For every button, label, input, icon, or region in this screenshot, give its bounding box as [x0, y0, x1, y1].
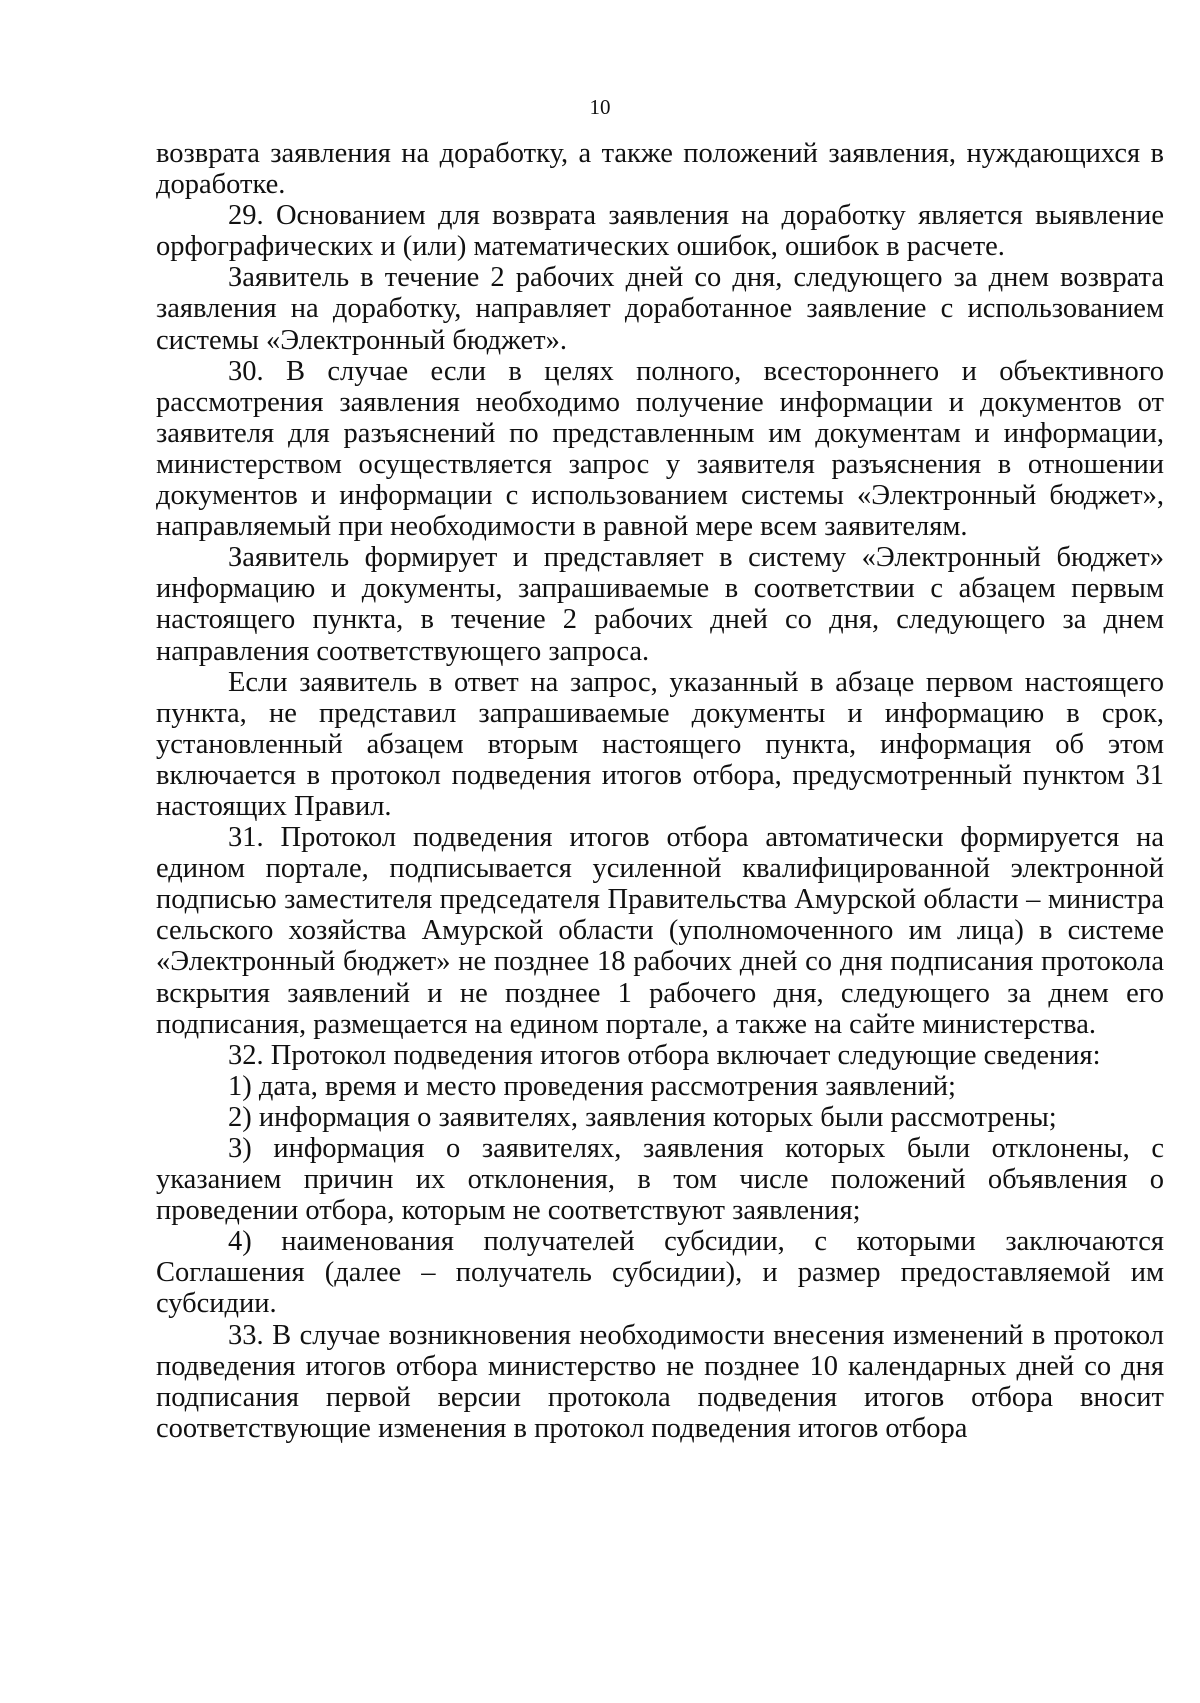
paragraph-30-no-response: Если заявитель в ответ на запрос, указанный в абзаце первом настоящего пункта, не представил запрашиваемые документы и информацию в срок, установленный абзацем вторым настоящего пункта, информация об этом включается в протокол подведения итогов отбора, предусмотренный пунктом 31 настоящих Правил. [156, 666, 1164, 822]
list-item-3: 3) информация о заявителях, заявления которых были отклонены, с указанием причин их отклонения, в том числе положений объявления о проведении отбора, которым не соответствуют заявления; [156, 1133, 1164, 1227]
paragraph-continuation: возврата заявления на доработку, а также положений заявления, нуждающихся в доработке. [156, 138, 1164, 201]
paragraph-29: 29. Основанием для возврата заявления на доработку является выявление орфографических и (или) математических ошибок, ошибок в расчете. [156, 200, 1164, 263]
list-item-2: 2) информация о заявителях, заявления которых были рассмотрены; [228, 1101, 1057, 1133]
paragraph-32: 32. Протокол подведения итогов отбора включает следующие сведения: [228, 1039, 1101, 1071]
paragraph-33: 33. В случае возникновения необходимости внесения изменений в протокол подведения итогов отбора министерство не позднее 10 календарных дней со дня подписания первой версии протокола подведения итогов отбора вносит соответствующие изменения в протокол подведения итогов отбора [156, 1319, 1164, 1444]
list-item-4: 4) наименования получателей субсидии, с которыми заключаются Соглашения (далее – получатель субсидии), и размер предоставляемой им субсидии. [156, 1226, 1164, 1320]
paragraph-30-applicant: Заявитель формирует и представляет в систему «Электронный бюджет» информацию и документы, запрашиваемые в соответствии с абзацем первым настоящего пункта, в течение 2 рабочих дней со дня, следующего за днем направления соответствующего запроса. [156, 542, 1164, 667]
page-number: 10 [589, 95, 611, 119]
document-body [156, 138, 1164, 1444]
paragraph-29-applicant: Заявитель в течение 2 рабочих дней со дня, следующего за днем возврата заявления на доработку, направляет доработанное заявление с использованием системы «Электронный бюджет». [156, 262, 1164, 356]
list-item-1: 1) дата, время и место проведения рассмотрения заявлений; [228, 1070, 956, 1102]
paragraph-30: 30. В случае если в целях полного, всестороннего и объективного рассмотрения заявления необходимо получение информации и документов от заявителя для разъяснений по представленным им документам и информации, министерством осуществляется запрос у заявителя разъяснения в отношении документов и информации с использованием системы «Электронный бюджет», направляемый при необходимости в равной мере всем заявителям. [156, 355, 1164, 543]
paragraph-31: 31. Протокол подведения итогов отбора автоматически формируется на едином портале, подписывается усиленной квалифицированной электронной подписью заместителя председателя Правительства Амурской области – министра сельского хозяйства Амурской области (уполномоченного им лица) в системе «Электронный бюджет» не позднее 18 рабочих дней со дня подписания протокола вскрытия заявлений и не позднее 1 рабочего дня, следующего за днем его подписания, размещается на едином портале, а также на сайте министерства. [156, 822, 1164, 1040]
